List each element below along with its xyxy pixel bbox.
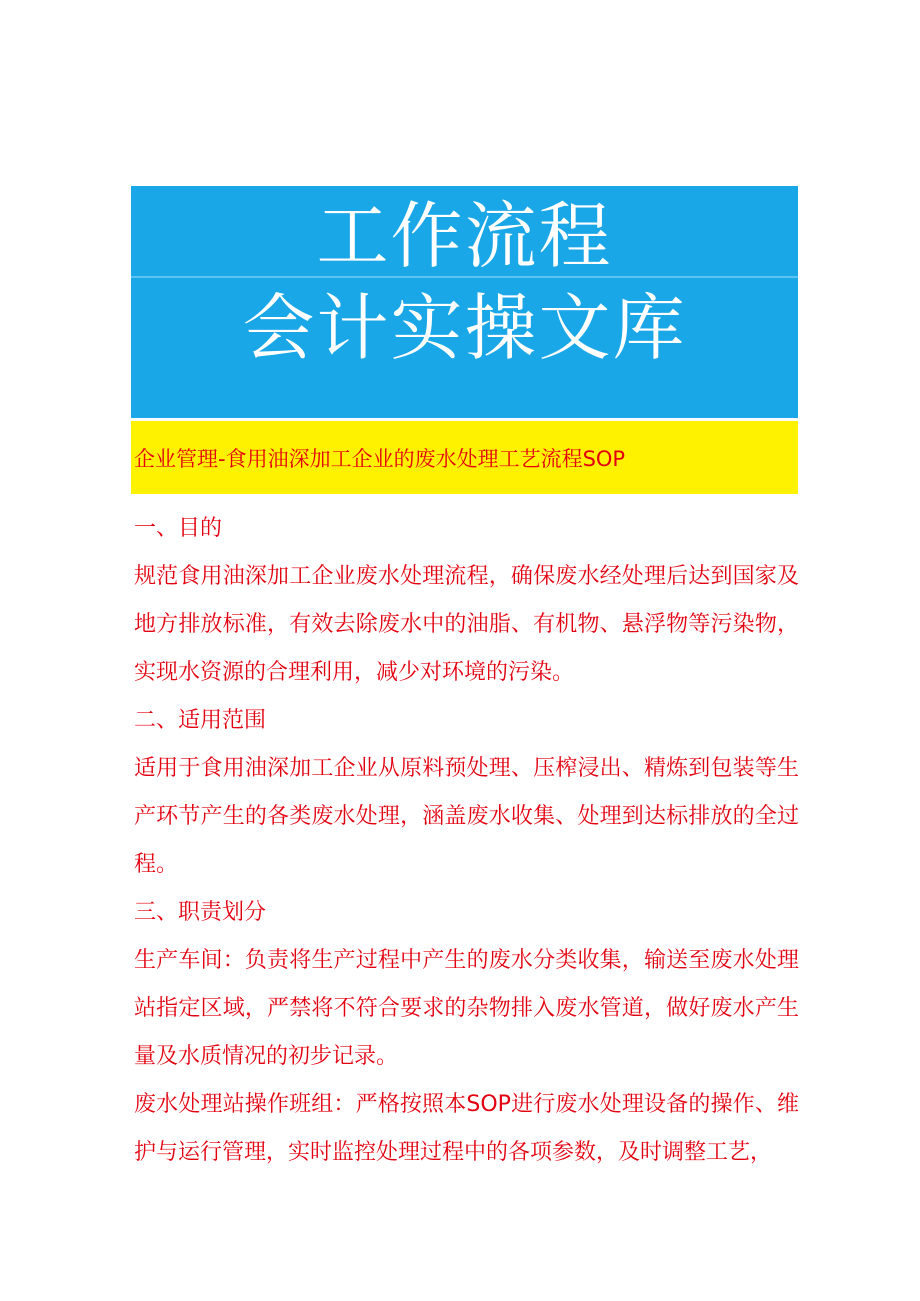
document-body (134, 505, 799, 1177)
section-paragraph-workshop: 生产车间：负责将生产过程中产生的废水分类收集，输送至废水处理站指定区域，严禁将不符合要求的杂物排入废水管道，做好废水产生量及水质情况的初步记录。 (134, 948, 799, 1069)
section-paragraph-purpose: 规范食用油深加工企业废水处理流程，确保废水经处理后达到国家及地方排放标准，有效去除废水中的油脂、有机物、悬浮物等污染物，实现水资源的合理利用，减少对环境的污染。 (134, 564, 799, 685)
section-paragraph-scope: 适用于食用油深加工企业从原料预处理、压榨浸出、精炼到包装等生产环节产生的各类废水处理，涵盖废水收集、处理到达标排放的全过程。 (134, 756, 799, 877)
section-heading-responsibilities: 三、职责划分 (134, 900, 267, 925)
section-heading-scope: 二、适用范围 (134, 708, 267, 733)
document-subtitle: 企业管理-食用油深加工企业的废水处理工艺流程SOP (134, 446, 626, 471)
banner-title-line-1: 工作流程 (316, 194, 613, 278)
section-heading-purpose: 一、目的 (134, 516, 223, 541)
title-banner (131, 186, 798, 418)
document-subtitle-bar (131, 421, 798, 494)
banner-title-line-2: 会计实操文库 (242, 286, 687, 370)
section-paragraph-treatment-team: 废水处理站操作班组：严格按照本SOP进行废水处理设备的操作、维护与运行管理，实时监控处理过程中的各项参数，及时调整工艺， (134, 1092, 799, 1165)
